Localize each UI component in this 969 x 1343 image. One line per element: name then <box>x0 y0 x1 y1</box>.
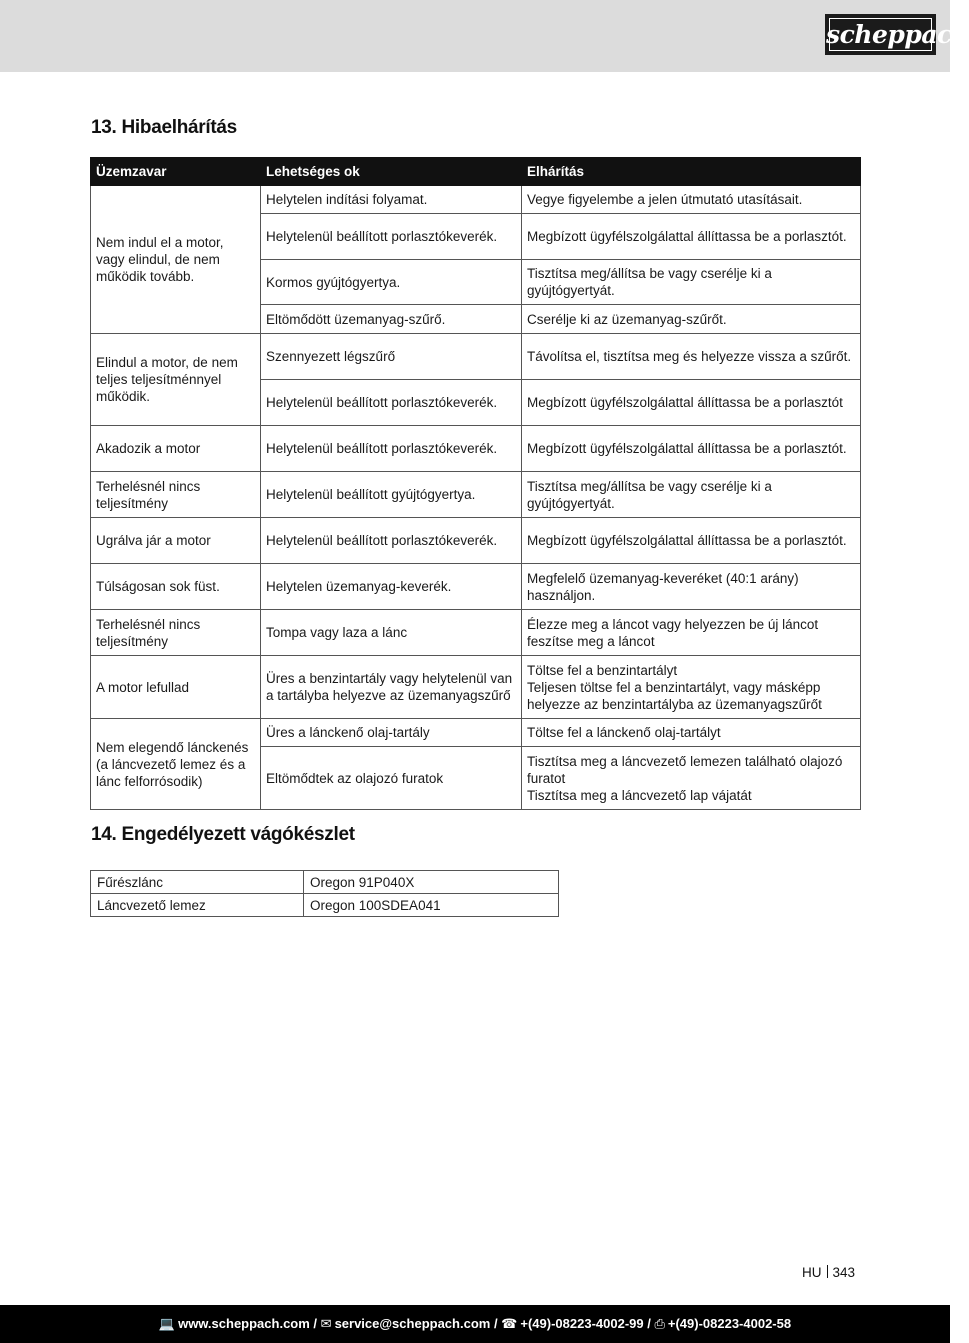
cause-cell: Helytelenül beállított gyújtógyertya. <box>261 472 522 518</box>
kit-value: Oregon 100SDEA041 <box>304 894 559 917</box>
table-header-row <box>91 158 861 186</box>
cause-cell: Eltömődött üzemanyag-szűrő. <box>261 305 522 334</box>
phone-icon: ☎ <box>501 1316 518 1331</box>
table-row <box>91 186 861 214</box>
table-row <box>91 518 861 564</box>
kit-label: Fűrészlánc <box>91 871 304 894</box>
remedy-cell: Töltse fel a benzintartályt Teljesen töltse fel a benzintartályt, vagy másképp helyezze az benzintartályba az üzemanyagszűrőt <box>522 656 861 719</box>
table-row <box>91 426 861 472</box>
remedy-cell: Megbízott ügyfélszolgálattal állíttassa be a porlasztót. <box>522 426 861 472</box>
section-13-title: 13. Hibaelhárítás <box>91 117 237 138</box>
remedy-cell: Megbízott ügyfélszolgálattal állíttassa be a porlasztót. <box>522 518 861 564</box>
table-row <box>91 894 559 917</box>
fault-cell: Terhelésnél nincs teljesítmény <box>91 472 261 518</box>
fault-cell: Terhelésnél nincs teljesítmény <box>91 610 261 656</box>
cause-cell: Üres a benzintartály vagy helytelenül van a tartályba helyezve az üzemanyagszűrő <box>261 656 522 719</box>
logo-text: scheppach <box>826 20 969 49</box>
column-header-remedy: Elhárítás <box>522 158 861 186</box>
remedy-cell: Élezze meg a láncot vagy helyezzen be új láncot feszítse meg a láncot <box>522 610 861 656</box>
fault-cell: Ugrálva jár a motor <box>91 518 261 564</box>
page-number <box>802 1265 855 1280</box>
fault-cell: Túlságosan sok füst. <box>91 564 261 610</box>
cause-cell: Üres a lánckenő olaj-tartály <box>261 719 522 747</box>
fault-cell: A motor lefullad <box>91 656 261 719</box>
cause-cell: Tompa vagy laza a lánc <box>261 610 522 656</box>
laptop-icon: 💻 <box>158 1316 176 1331</box>
footer-fax: +(49)-08223-4002-58 <box>667 1316 792 1331</box>
cause-cell: Helytelenül beállított porlasztókeverék. <box>261 518 522 564</box>
footer-email-link[interactable]: service@scheppach.com <box>334 1316 491 1331</box>
remedy-cell: Megfelelő üzemanyag-keveréket (40:1 arány) használjon. <box>522 564 861 610</box>
fax-icon: ⎙ <box>654 1316 665 1331</box>
cause-cell: Helytelenül beállított porlasztókeverék. <box>261 426 522 472</box>
remedy-cell: Megbízott ügyfélszolgálattal állíttassa be a porlasztót <box>522 380 861 426</box>
fault-cell: Elindul a motor, de nem teljes teljesítménnyel működik. <box>91 334 261 426</box>
cause-cell: Kormos gyújtógyertya. <box>261 260 522 305</box>
table-row <box>91 656 861 719</box>
cause-cell: Helytelen üzemanyag-keverék. <box>261 564 522 610</box>
remedy-cell: Távolítsa el, tisztítsa meg és helyezze vissza a szűrőt. <box>522 334 861 380</box>
cause-cell: Szennyezett légszűrő <box>261 334 522 380</box>
table-row <box>91 564 861 610</box>
cause-cell: Helytelenül beállított porlasztókeverék. <box>261 380 522 426</box>
cutting-kit-table <box>90 870 559 917</box>
column-header-fault: Üzemzavar <box>91 158 261 186</box>
remedy-cell: Vegye figyelembe a jelen útmutató utasításait. <box>522 186 861 214</box>
footer-bar: 💻 www.scheppach.com / ✉ service@scheppach.com / ☎ +(49)-08223-4002-99 / ⎙ +(49)-08223-4002-58 <box>0 1305 950 1343</box>
table-row <box>91 472 861 518</box>
remedy-cell: Tisztítsa meg/állítsa be vagy cserélje ki a gyújtógyertyát. <box>522 260 861 305</box>
scheppach-logo <box>825 14 969 55</box>
kit-label: Láncvezető lemez <box>91 894 304 917</box>
column-header-cause: Lehetséges ok <box>261 158 522 186</box>
table-row <box>91 719 861 747</box>
cause-cell: Helytelen indítási folyamat. <box>261 186 522 214</box>
remedy-cell: Megbízott ügyfélszolgálattal állíttassa be a porlasztót. <box>522 214 861 260</box>
envelope-icon: ✉ <box>320 1316 332 1331</box>
remedy-cell: Tisztítsa meg a láncvezető lemezen található olajozó furatot Tisztítsa meg a láncvezető lap vájatát <box>522 747 861 810</box>
remedy-cell: Töltse fel a lánckenő olaj-tartályt <box>522 719 861 747</box>
table-row <box>91 871 559 894</box>
table-row <box>91 610 861 656</box>
header-bar <box>0 0 969 72</box>
kit-value: Oregon 91P040X <box>304 871 559 894</box>
footer-web-link[interactable]: www.scheppach.com <box>178 1316 310 1331</box>
cause-cell: Eltömődtek az olajozó furatok <box>261 747 522 810</box>
footer-phone: +(49)-08223-4002-99 <box>520 1316 644 1331</box>
cause-cell: Helytelenül beállított porlasztókeverék. <box>261 214 522 260</box>
remedy-cell: Tisztítsa meg/állítsa be vagy cserélje ki a gyújtógyertyát. <box>522 472 861 518</box>
page-number-value: 343 <box>832 1265 856 1280</box>
fault-cell: Akadozik a motor <box>91 426 261 472</box>
fault-cell: Nem elegendő lánckenés (a láncvezető lemez és a lánc felforrósodik) <box>91 719 261 810</box>
troubleshooting-table <box>90 157 861 810</box>
remedy-cell: Cserélje ki az üzemanyag-szűrőt. <box>522 305 861 334</box>
page-language: HU <box>802 1265 822 1280</box>
table-row <box>91 334 861 380</box>
section-14-title: 14. Engedélyezett vágókészlet <box>91 824 355 845</box>
fault-cell: Nem indul el a motor, vagy elindul, de nem működik tovább. <box>91 186 261 334</box>
